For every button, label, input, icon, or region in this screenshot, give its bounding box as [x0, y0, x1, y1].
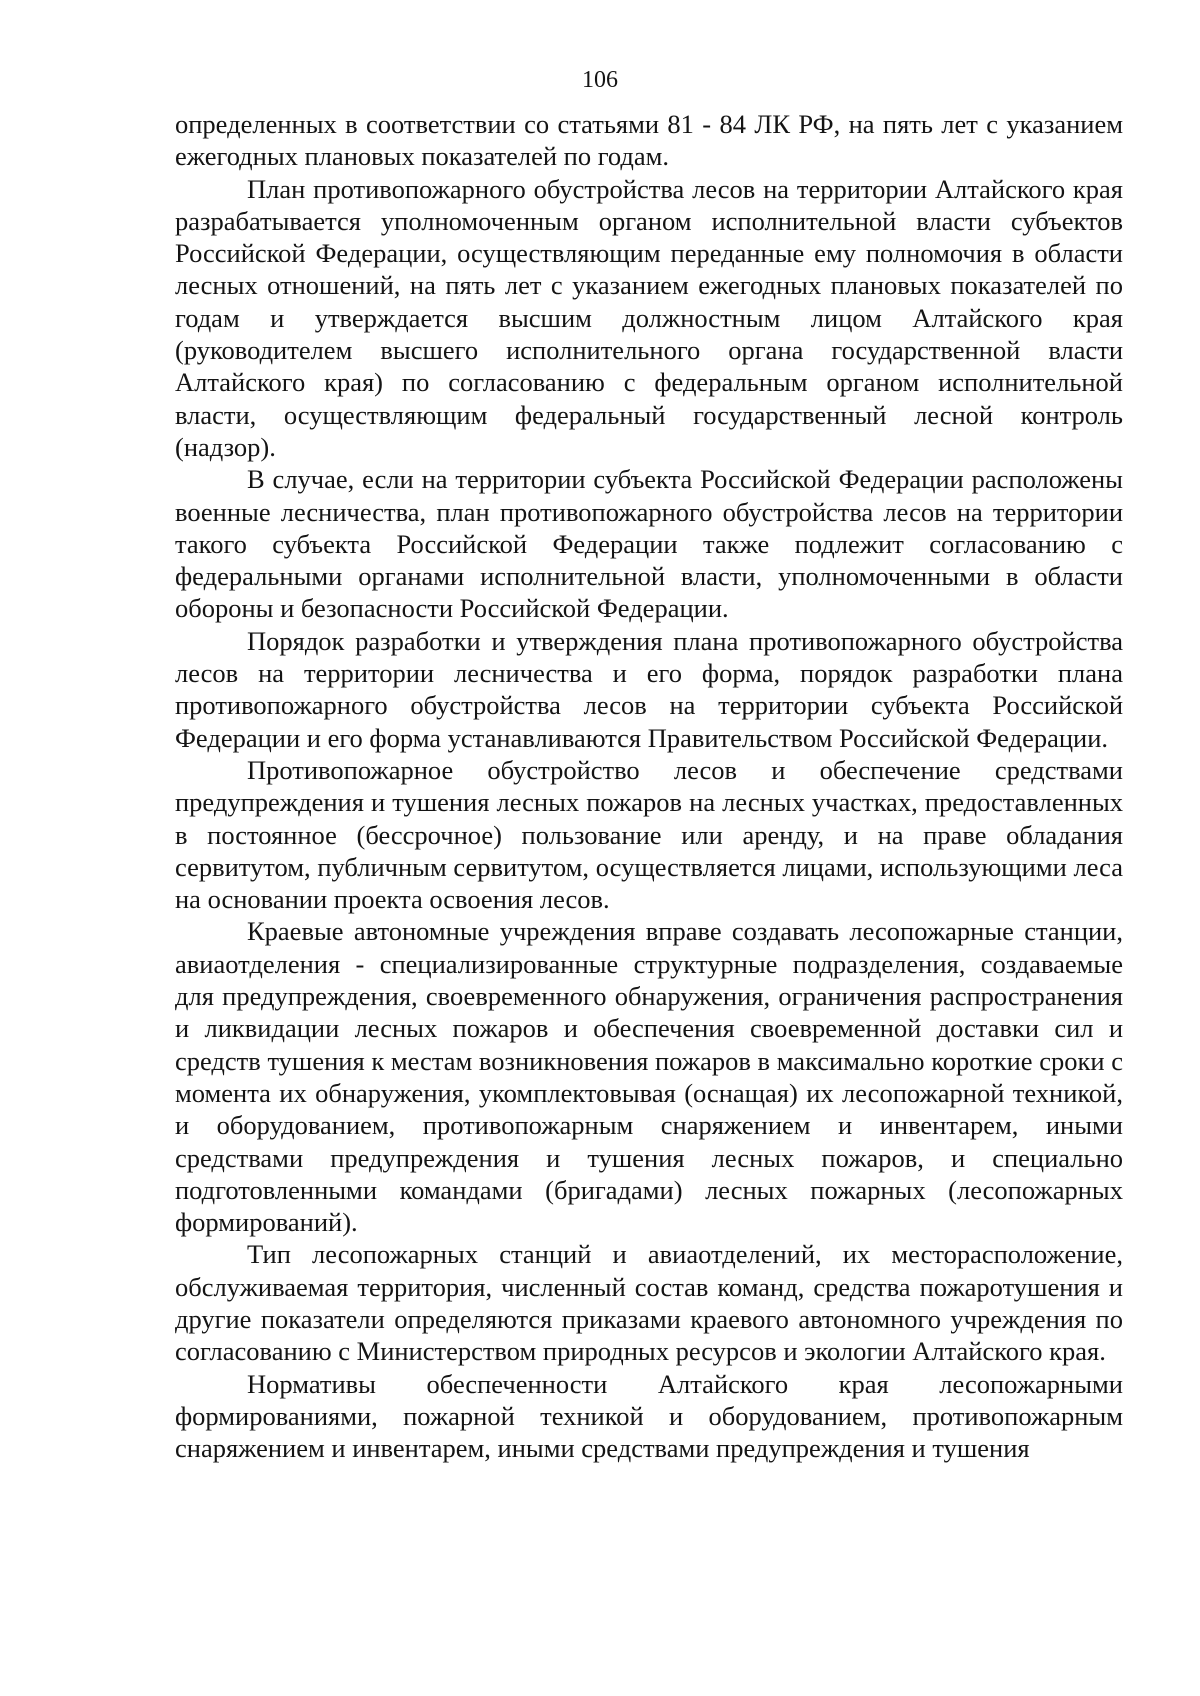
paragraph-norms: Нормативы обеспеченности Алтайского края лесопожарными формированиями, пожарной техникой и оборудованием, противопожарным снаряжением и инвентарем, иными средствами предупреждения и тушения	[175, 1368, 1123, 1464]
paragraph-leased-plots: Противопожарное обустройство лесов и обеспечение средствами предупреждения и тушения лесных пожаров на лесных участках, предоставленных в постоянное (бессрочное) пользование или аренду, и на праве обладания сервитутом, публичным сервитутом, осуществляется лицами, использующими леса на основании проекта освоения лесов.	[175, 754, 1123, 915]
page-number: 106	[582, 67, 618, 93]
paragraph-fire-plan-krai: План противопожарного обустройства лесов на территории Алтайского края разрабатывается уполномоченным органом исполнительной власти субъектов Российской Федерации, осуществляющим переданные ему полномочия в области лесных отношений, на пять лет с указанием ежегодных плановых показателей по годам и утверждается высшим должностным лицом Алтайского края (руководителем высшего исполнительного органа государственной власти Алтайского края) по согласованию с федеральным органом исполнительной власти, осуществляющим федеральный государственный лесной контроль (надзор).	[175, 173, 1123, 462]
paragraph-continuation: определенных в соответствии со статьями 81 - 84 ЛК РФ, на пять лет с указанием ежегодных плановых показателей по годам.	[175, 109, 1123, 172]
paragraph-fire-stations: Краевые автономные учреждения вправе создавать лесопожарные станции, авиаотделения - специализированные структурные подразделения, создаваемые для предупреждения, своевременного обнаружения, ограничения распространения и ликвидации лесных пожаров и обеспечения своевременной доставки сил и средств тушения к местам возникновения пожаров в максимально короткие сроки с момента их обнаружения, укомплектовывая (оснащая) их лесопожарной техникой, и оборудованием, противопожарным снаряжением и инвентарем, иными средствами предупреждения и тушения лесных пожаров, и специально подготовленными командами (бригадами) лесных пожарных (лесопожарных формирований).	[175, 916, 1123, 1238]
paragraph-plan-procedure: Порядок разработки и утверждения плана противопожарного обустройства лесов на территории лесничества и его форма, порядок разработки плана противопожарного обустройства лесов на территории субъекта Российской Федерации и его форма устанавливаются Правительством Российской Федерации.	[175, 625, 1123, 753]
paragraph-station-types: Тип лесопожарных станций и авиаотделений, их месторасположение, обслуживаемая территория, численный состав команд, средства пожаротушения и другие показатели определяются приказами краевого автономного учреждения по согласованию с Министерством природных ресурсов и экологии Алтайского края.	[175, 1239, 1123, 1367]
body-text	[175, 108, 1123, 1464]
paragraph-military-forestries: В случае, если на территории субъекта Российской Федерации расположены военные лесничества, план противопожарного обустройства лесов на территории такого субъекта Российской Федерации также подлежит согласованию с федеральными органами исполнительной власти, уполномоченными в области обороны и безопасности Российской Федерации.	[175, 464, 1123, 624]
